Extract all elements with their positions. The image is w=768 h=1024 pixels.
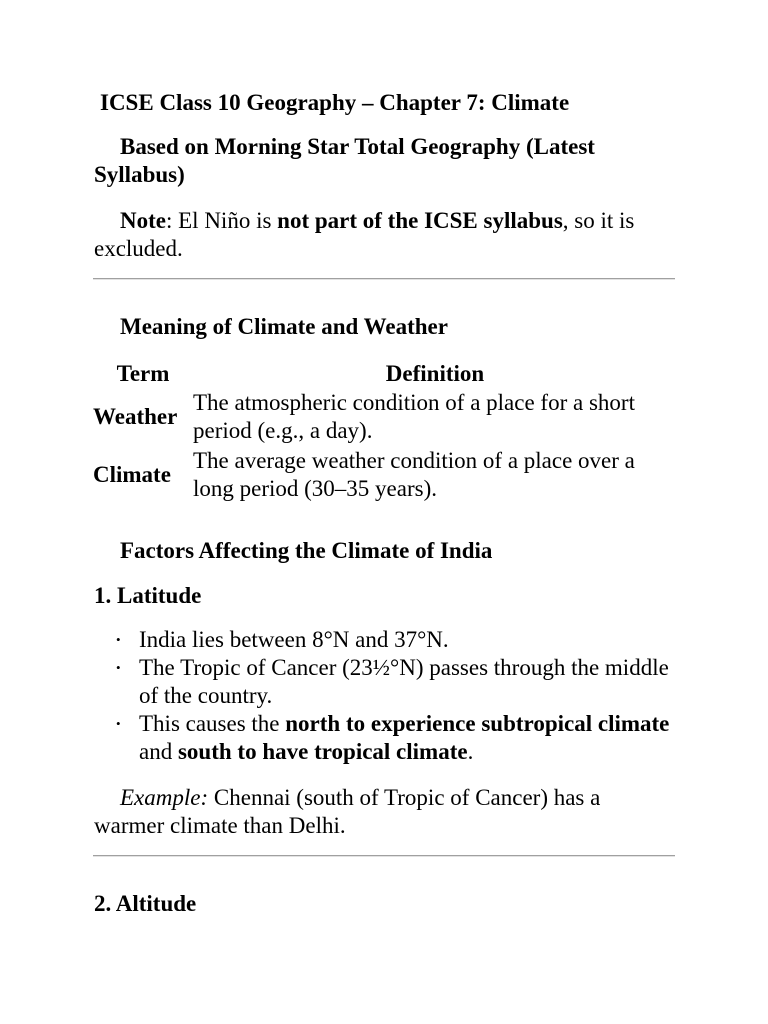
note-text-before: El Niño is	[172, 208, 278, 233]
list-item-text-after: .	[467, 739, 474, 764]
list-item	[94, 626, 676, 654]
factors-heading: Factors Affecting the Climate of India	[120, 538, 493, 563]
note-label: Note	[120, 208, 166, 233]
latitude-bullet-list	[94, 626, 676, 766]
list-item	[94, 654, 676, 710]
list-item-text-before: This causes the	[139, 711, 286, 736]
table-cell-term: Weather	[93, 404, 178, 429]
list-item-text: India lies between 8°N and 37°N.	[139, 627, 449, 652]
page-title: ICSE Class 10 Geography – Chapter 7: Climate	[100, 90, 570, 115]
horizontal-rule	[93, 278, 675, 280]
page-subtitle: Based on Morning Star Total Geography (Latest Syllabus)	[94, 134, 595, 187]
table-header-row	[93, 359, 677, 388]
list-item-text-middle: and	[139, 739, 178, 764]
meaning-heading: Meaning of Climate and Weather	[120, 314, 448, 339]
bullet-icon: •	[116, 716, 121, 731]
bullet-icon: •	[116, 660, 121, 675]
list-item-bold-north: north to experience subtropical climate	[285, 711, 670, 736]
list-item-bold-south: south to have tropical climate	[177, 739, 468, 764]
bullet-icon: •	[116, 632, 121, 647]
note-colon: :	[165, 208, 173, 233]
latitude-heading: 1. Latitude	[94, 583, 202, 608]
example-paragraph	[94, 784, 676, 840]
table-header-term: Term	[116, 360, 170, 386]
table-row	[93, 388, 677, 446]
altitude-heading: 2. Altitude	[94, 891, 197, 916]
horizontal-rule	[93, 855, 675, 857]
note-text-after: , so it is excluded.	[94, 208, 635, 261]
note-paragraph	[94, 207, 676, 263]
term-definition-table	[93, 359, 677, 504]
table-cell-definition: The atmospheric condition of a place for a short period (e.g., a day).	[193, 390, 635, 443]
list-item	[94, 710, 676, 766]
note-bold-text: not part of the ICSE syllabus	[277, 208, 563, 233]
table-row	[93, 446, 677, 504]
list-item-text: The Tropic of Cancer (23½°N) passes through the middle of the country.	[139, 655, 669, 708]
table-cell-term: Climate	[93, 462, 171, 487]
example-text: Chennai (south of Tropic of Cancer) has a warmer climate than Delhi.	[94, 785, 601, 838]
example-label: Example:	[120, 785, 209, 810]
table-cell-definition: The average weather condition of a place over a long period (30–35 years).	[193, 448, 635, 501]
table-header-definition: Definition	[385, 360, 485, 386]
